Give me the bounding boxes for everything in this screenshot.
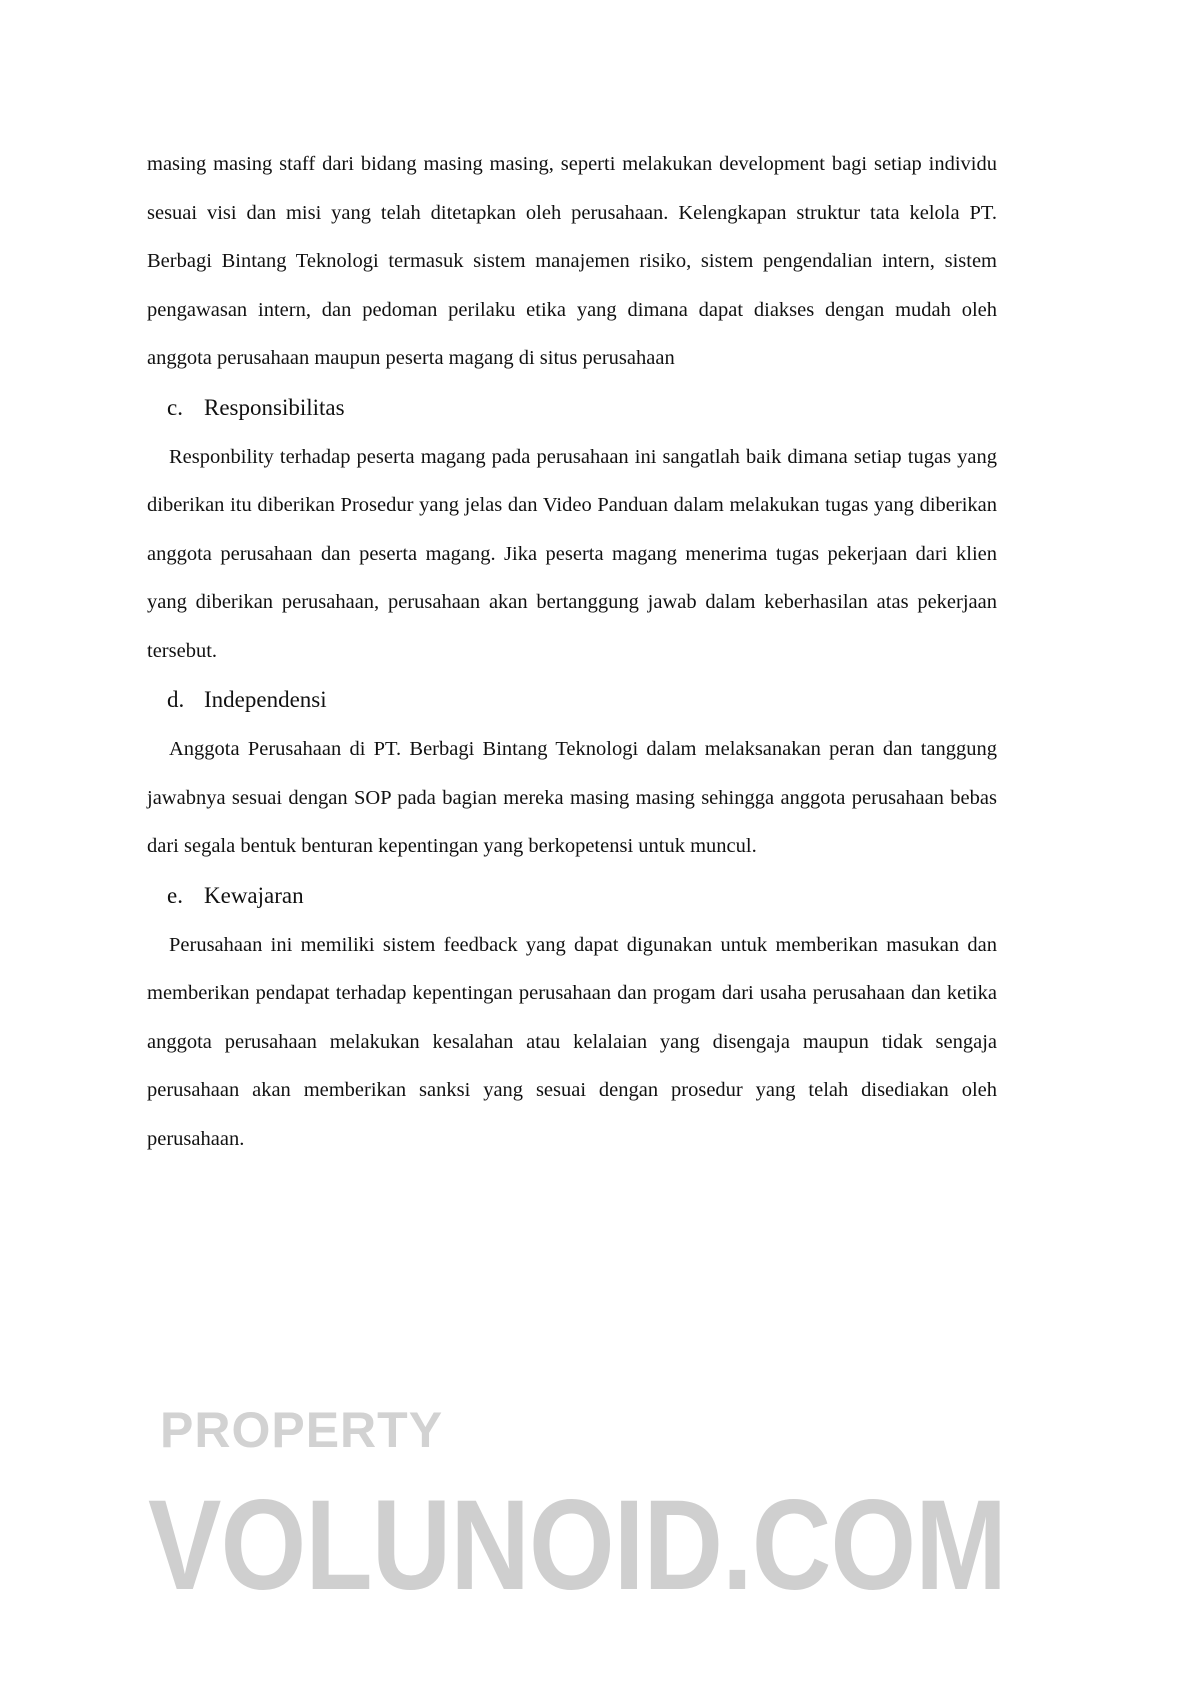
section-body-kewajaran: Perusahaan ini memiliki sistem feedback yang dapat digunakan untuk memberikan masukan dan memberikan pendapat terhadap kepentingan perusahaan dan progam dari usaha perusahaan dan ketika anggota perusahaan melakukan kesalahan atau kelalaian yang disengaja maupun tidak sengaja perusahaan akan memberikan sanksi yang sesuai dengan prosedur yang telah disediakan oleh perusahaan.	[147, 933, 997, 1150]
section-title: Independensi	[204, 687, 327, 712]
section-marker: c.	[167, 394, 183, 420]
watermark-site-text: VOLUNOID.COM	[148, 1474, 1007, 1617]
section-heading-kewajaran	[147, 871, 997, 921]
intro-paragraph: masing masing staff dari bidang masing masing, seperti melakukan development bagi setiap individu sesuai visi dan misi yang telah ditetapkan oleh perusahaan. Kelengkapan struktur tata kelola PT. Berbagi Bintang Teknologi termasuk sistem manajemen risiko, sistem pengendalian intern, sistem pengawasan intern, dan pedoman perilaku etika yang dimana dapat diakses dengan mudah oleh anggota perusahaan maupun peserta magang di situs perusahaan	[147, 153, 997, 369]
section-title: Responsibilitas	[204, 394, 345, 420]
section-body-independensi: Anggota Perusahaan di PT. Berbagi Bintang Teknologi dalam melaksanakan peran dan tanggung jawabnya sesuai dengan SOP pada bagian mereka masing masing sehingga anggota perusahaan bebas dari segala bentuk benturan kepentingan yang berkopetensi untuk muncul.	[147, 738, 997, 857]
section-heading-responsibilitas	[147, 383, 997, 433]
section-heading-independensi	[147, 675, 997, 725]
section-marker: e.	[167, 882, 183, 908]
section-marker: d.	[167, 687, 185, 712]
watermark-property-text: PROPERTY	[160, 1402, 444, 1458]
document-body	[147, 140, 997, 1163]
section-body-responsibilitas: Responbility terhadap peserta magang pada perusahaan ini sangatlah baik dimana setiap tugas yang diberikan itu diberikan Prosedur yang jelas dan Video Panduan dalam melakukan tugas yang diberikan anggota perusahaan dan peserta magang. Jika peserta magang menerima tugas pekerjaan dari klien yang diberikan perusahaan, perusahaan akan bertanggung jawab dalam keberhasilan atas pekerjaan tersebut.	[147, 445, 997, 662]
section-title: Kewajaran	[204, 882, 304, 908]
